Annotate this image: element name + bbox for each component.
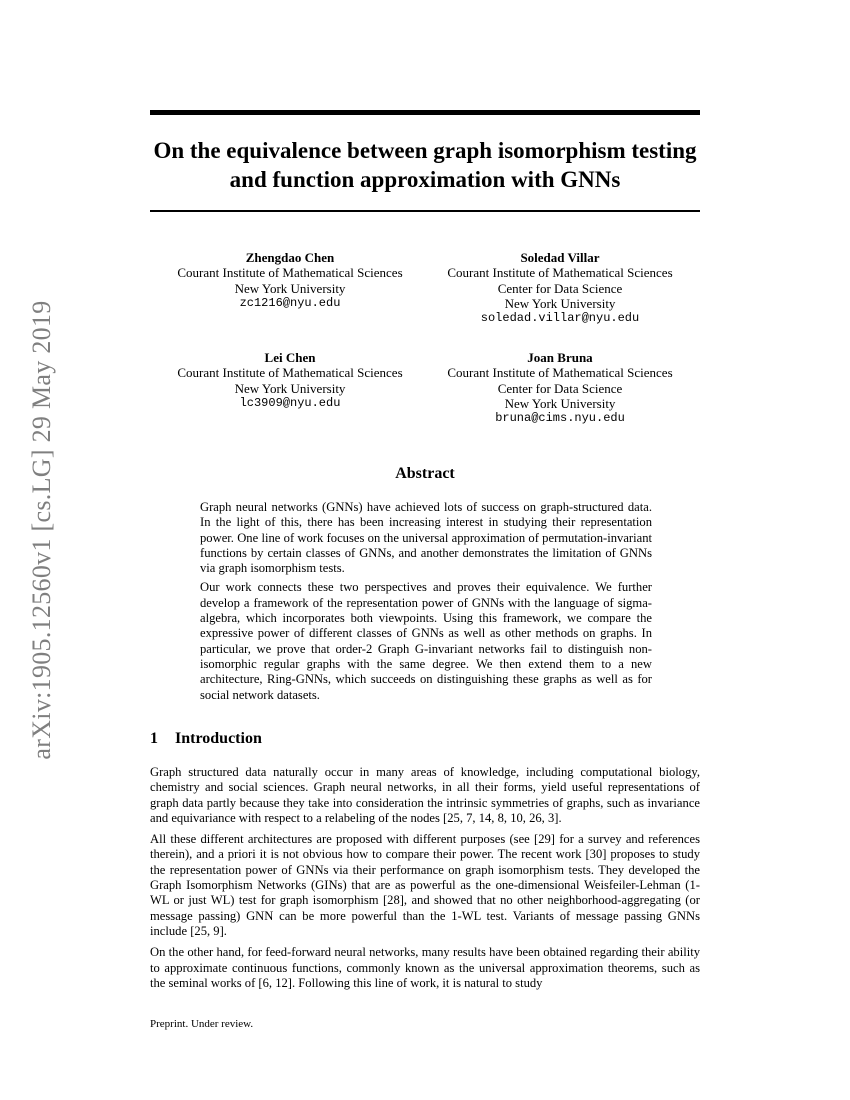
introduction-body [150,765,700,997]
author-affiliation: Courant Institute of Mathematical Sciences [447,365,673,381]
abstract-paragraph: Graph neural networks (GNNs) have achieved lots of success on graph-structured data. In the light of this, there has been increasing interest in studying their representation power. One line of work focuses on the universal approximation of permutation-invariant functions by certain classes of GNNs, and another demonstrates the limitation of GNNs via graph isomorphism tests. [200,500,652,576]
body-paragraph: Graph structured data naturally occur in many areas of knowledge, including computational biology, chemistry and social sciences. Graph neural networks, in all their forms, yield useful representations of graph data partly because they take into consideration the intrinsic symmetries of graphs, such as invariance and equivariance with respect to a relabeling of the nodes [25, 7, 14, 8, 10, 26, 3]. [150,765,700,825]
author-name: Lei Chen [264,350,316,365]
author-affiliation: New York University [234,280,346,296]
arxiv-identifier-stamp: arXiv:1905.12560v1 [cs.LG] 29 May 2019 [27,300,56,760]
author-affiliation: Center for Data Science [497,380,623,396]
author-block-3 [155,350,425,411]
paper-title: On the equivalence between graph isomorphism testing and function approximation with GNNs [153,138,697,192]
author-block-2 [425,250,695,326]
author-affiliation: Courant Institute of Mathematical Sciences [177,365,403,381]
author-email[interactable]: bruna@cims.nyu.edu [495,411,625,426]
abstract-heading: Abstract [395,465,455,482]
author-affiliation: Center for Data Science [497,280,623,296]
author-block-4 [425,350,695,426]
abstract-paragraph: Our work connects these two perspectives and proves their equivalence. We further develop a framework of the representation power of GNNs with the language of sigma-algebra, which incorporates both viewpoints. Using this framework, we compare the expressive power of different classes of GNNs as well as other methods on graphs. In particular, we prove that order-2 Graph G-invariant networks fail to distinguish non-isomorphic regular graphs with the same degree. We then extend them to a new architecture, Ring-GNNs, which succeeds on distinguishing these graphs as well as for social network datasets. [200,580,652,702]
section-heading-introduction [150,730,262,748]
author-email[interactable]: soledad.villar@nyu.edu [480,311,640,326]
title-bottom-rule [150,210,700,212]
title-top-rule [150,110,700,115]
body-paragraph: On the other hand, for feed-forward neural networks, many results have been obtained regarding their ability to approximate continuous functions, commonly known as the universal approximation theorems, such as the seminal works of [6, 12]. Following this line of work, it is natural to study [150,945,700,990]
abstract-body [200,500,652,707]
preprint-footer: Preprint. Under review. [150,1018,254,1030]
author-affiliation: Courant Institute of Mathematical Sciences [177,265,403,281]
author-affiliation: New York University [504,295,616,311]
author-name: Zhengdao Chen [245,250,335,265]
author-block-1 [155,250,425,311]
section-title: Introduction [175,730,262,747]
author-email[interactable]: zc1216@nyu.edu [239,295,341,310]
author-affiliation: New York University [234,380,346,396]
author-email[interactable]: lc3909@nyu.edu [239,395,341,410]
body-paragraph: All these different architectures are proposed with different purposes (see [29] for a survey and references therein), and a priori it is not obvious how to compare their power. The recent work [30] proposes to study the representation power of GNNs via their performance on graph isomorphism tests. They developed the Graph Isomorphism Networks (GINs) that are as powerful as the one-dimensional Weisfeiler-Lehman (1-WL or just WL) test for graph isomorphism [28], and showed that no other neighborhood-aggregating (or message passing) GNN can be more powerful than the 1-WL test. Variants of message passing GNNs include [25, 9]. [150,832,700,938]
section-number: 1 [150,730,158,747]
author-affiliation: Courant Institute of Mathematical Sciences [447,265,673,281]
author-name: Soledad Villar [520,250,600,265]
author-affiliation: New York University [504,395,616,411]
author-name: Joan Bruna [527,350,593,365]
